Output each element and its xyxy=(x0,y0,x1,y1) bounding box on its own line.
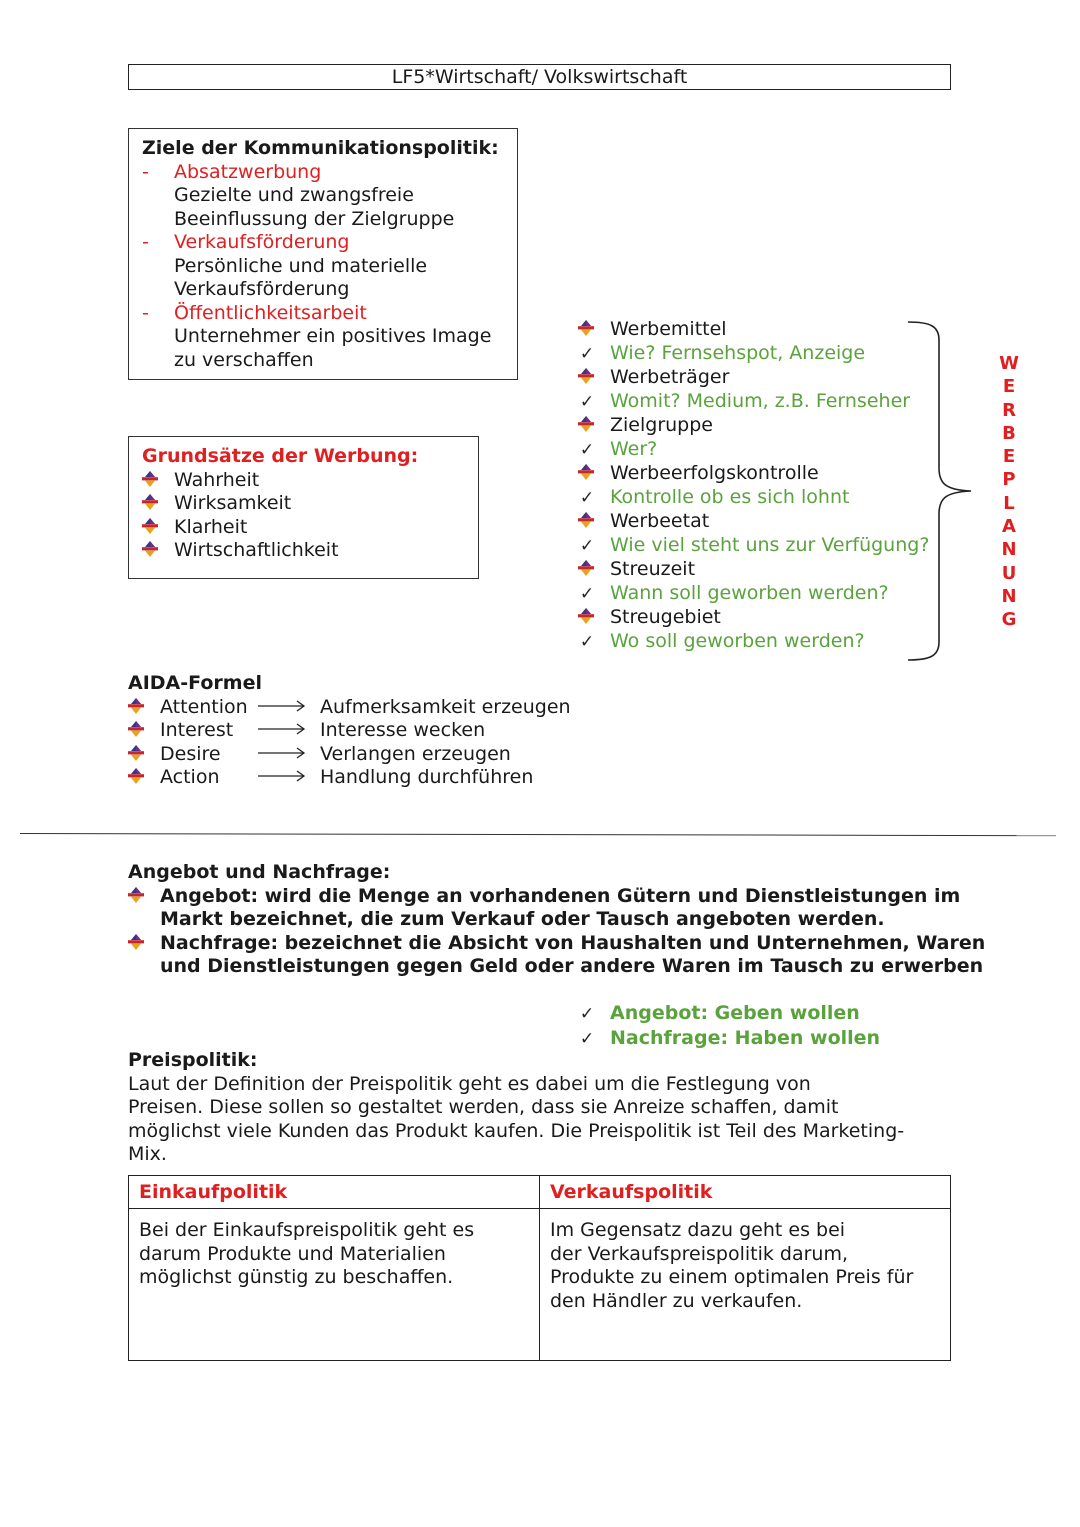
aida-meaning: Verlangen erzeugen xyxy=(320,742,511,765)
list-item xyxy=(578,390,929,415)
list-item xyxy=(578,414,929,438)
checkmark-icon: ✓ xyxy=(579,439,595,460)
dash-marker: - xyxy=(142,231,149,253)
section-divider xyxy=(20,833,1056,836)
list-item-label: Wie? Fernsehspot, Anzeige xyxy=(610,341,866,364)
list-item xyxy=(578,510,929,534)
checkmark-icon: ✓ xyxy=(579,631,595,652)
paragraph-line: möglichst viele Kunden das Produkt kaufen. Die Preispolitik ist Teil des Marketing- xyxy=(128,1119,905,1142)
bullet-icon xyxy=(128,767,144,785)
list-item xyxy=(142,469,418,493)
bullet-icon xyxy=(578,463,594,481)
list-item xyxy=(578,486,929,511)
list-item xyxy=(142,516,418,540)
list-item xyxy=(578,462,929,486)
vertical-letter: P xyxy=(1002,469,1016,491)
aida-meaning: Aufmerksamkeit erzeugen xyxy=(320,695,571,718)
curly-brace-icon xyxy=(905,318,975,663)
ziele-item-text: Beeinflussung der Zielgruppe xyxy=(174,207,455,230)
cell-line: Produkte zu einem optimalen Preis für xyxy=(550,1266,914,1288)
list-item xyxy=(578,630,929,655)
list-item xyxy=(578,1027,880,1052)
vertical-letter: R xyxy=(1002,399,1016,421)
checkmark-icon: ✓ xyxy=(579,1004,595,1024)
bullet-icon xyxy=(128,720,144,738)
long-right-arrow-icon xyxy=(256,722,306,736)
list-item-label: Werbemittel xyxy=(610,318,727,340)
aida-section xyxy=(128,672,571,790)
list-item-label: Wirtschaftlichkeit xyxy=(174,539,339,561)
table-header: Verkaufspolitik xyxy=(540,1176,951,1209)
list-item-label: Wie viel steht uns zur Verfügung? xyxy=(610,533,930,556)
list-item-label: Womit? Medium, z.B. Fernseher xyxy=(610,389,911,412)
cell-line: darum Produkte und Materialien xyxy=(139,1242,446,1265)
aida-meaning: Handlung durchführen xyxy=(320,766,534,788)
bullet-icon xyxy=(578,511,594,529)
angebot-section xyxy=(128,861,985,979)
long-right-arrow-icon xyxy=(256,699,306,713)
vertical-letter: L xyxy=(1003,492,1015,514)
ziele-item-title: Öffentlichkeitsarbeit xyxy=(174,301,367,324)
list-item xyxy=(142,492,418,516)
list-item xyxy=(578,366,929,390)
list-item-label: Angebot: Geben wollen xyxy=(610,1002,860,1024)
angebot-heading: Angebot und Nachfrage: xyxy=(128,861,391,883)
bullet-icon xyxy=(578,415,594,433)
long-right-arrow-icon xyxy=(256,769,306,783)
list-item-label: Streuzeit xyxy=(610,558,696,580)
list-item xyxy=(578,318,929,342)
table-cell xyxy=(540,1209,951,1361)
bullet-icon xyxy=(128,886,144,904)
cell-line: der Verkaufspreispolitik darum, xyxy=(550,1242,849,1265)
vertical-letter: A xyxy=(1002,516,1016,538)
ziele-item-text: Verkaufsförderung xyxy=(174,278,350,300)
ziele-box xyxy=(128,128,518,380)
table-cell xyxy=(129,1209,540,1361)
bullet-icon xyxy=(142,493,158,511)
ziele-heading: Ziele der Kommunikationspolitik: xyxy=(142,137,499,159)
ziele-item xyxy=(142,302,499,326)
werbeplanung-list xyxy=(578,318,929,654)
ziele-item-text: zu verschaffen xyxy=(174,348,314,371)
list-item-label: Streugebiet xyxy=(610,606,721,628)
bullet-icon xyxy=(142,470,158,488)
cell-line: Bei der Einkaufspreispolitik geht es xyxy=(139,1219,475,1241)
list-item-label: Nachfrage: bezeichnet die Absicht von Haushalten und Unternehmen, Waren xyxy=(160,931,986,954)
long-right-arrow-icon xyxy=(256,746,306,760)
bullet-icon xyxy=(578,319,594,337)
grundsaetze-heading: Grundsätze der Werbung: xyxy=(142,445,419,467)
ziele-item-title: Verkaufsförderung xyxy=(174,231,350,253)
ziele-item-text: Persönliche und materielle xyxy=(174,254,428,277)
aida-term: Attention xyxy=(160,695,248,718)
checkmark-icon: ✓ xyxy=(579,535,595,556)
list-item-label: Wahrheit xyxy=(174,468,260,491)
table-row xyxy=(129,1209,951,1361)
list-item xyxy=(578,558,929,582)
aida-meaning: Interesse wecken xyxy=(320,719,486,741)
list-item xyxy=(128,932,985,956)
checkmark-icon: ✓ xyxy=(579,391,595,412)
bullet-icon xyxy=(142,540,158,558)
list-item-label: und Dienstleistungen gegen Geld oder andere Waren im Tausch zu erwerben xyxy=(160,955,984,977)
list-item-label: Werbeträger xyxy=(610,366,730,388)
ziele-item-text: Unternehmer ein positives Image xyxy=(174,325,492,347)
cell-line: Im Gegensatz dazu geht es bei xyxy=(550,1219,846,1241)
dash-marker: - xyxy=(142,160,149,183)
list-item xyxy=(578,438,929,463)
list-item xyxy=(128,885,985,909)
vertical-letter: W xyxy=(999,353,1019,374)
list-item xyxy=(578,606,929,630)
aida-row xyxy=(128,719,571,743)
aida-row xyxy=(128,766,571,790)
paragraph-line: Laut der Definition der Preispolitik geht es dabei um die Festlegung von xyxy=(128,1072,811,1095)
bullet-icon xyxy=(578,367,594,385)
checkmark-icon: ✓ xyxy=(579,343,595,364)
list-item xyxy=(578,534,929,559)
ziele-item-title: Absatzwerbung xyxy=(174,160,322,183)
list-item xyxy=(578,582,929,607)
preispolitik-section xyxy=(128,1049,904,1167)
checkmark-icon: ✓ xyxy=(579,1028,595,1049)
paragraph-line: Preisen. Diese sollen so gestaltet werden, dass sie Anreize schaffen, damit xyxy=(128,1096,839,1118)
vertical-letter: B xyxy=(1002,422,1016,444)
dash-marker: - xyxy=(142,301,149,324)
bullet-icon xyxy=(128,697,144,715)
vertical-letter: E xyxy=(1002,376,1016,398)
vertical-letter: N xyxy=(1001,539,1017,561)
bullet-icon xyxy=(578,607,594,625)
bullet-icon xyxy=(128,744,144,762)
list-item xyxy=(142,539,418,563)
grundsaetze-box xyxy=(128,436,479,579)
list-item xyxy=(578,1002,880,1027)
vertical-letter: G xyxy=(1001,609,1017,631)
aida-term: Desire xyxy=(160,742,221,765)
list-item-label: Wirksamkeit xyxy=(174,492,292,514)
vertical-letter: E xyxy=(1002,446,1016,468)
ziele-item xyxy=(142,231,499,255)
ziele-item xyxy=(142,161,499,185)
cell-line: den Händler zu verkaufen. xyxy=(550,1289,803,1312)
aida-heading: AIDA-Formel xyxy=(128,672,262,694)
table-header: Einkaufpolitik xyxy=(129,1176,540,1209)
bullet-icon xyxy=(578,559,594,577)
cell-line: möglichst günstig zu beschaffen. xyxy=(139,1266,454,1288)
vertical-letter: U xyxy=(1001,562,1017,584)
werbeplanung-vertical-label xyxy=(998,352,1020,632)
aida-term: Interest xyxy=(160,719,234,741)
checkmark-icon: ✓ xyxy=(579,487,595,508)
checkmark-icon: ✓ xyxy=(579,583,595,604)
preispolitik-heading: Preispolitik: xyxy=(128,1049,258,1071)
list-item-label: Angebot: wird die Menge an vorhandenen Gütern und Dienstleistungen im xyxy=(160,884,961,907)
list-item-label: Zielgruppe xyxy=(610,414,713,436)
list-item-label: Klarheit xyxy=(174,515,248,538)
table-header-row xyxy=(129,1176,951,1209)
page-title: LF5*Wirtschaft/ Volkswirtschaft xyxy=(128,64,951,90)
bullet-icon xyxy=(142,517,158,535)
paragraph-line: Mix. xyxy=(128,1143,167,1165)
list-item-label: Markt bezeichnet, die zum Verkauf oder Tausch angeboten werden. xyxy=(160,908,885,930)
list-item-label: Wann soll geworben werden? xyxy=(610,581,889,604)
angebot-checks xyxy=(578,1002,880,1051)
vertical-letter: N xyxy=(1001,585,1017,607)
bullet-icon xyxy=(128,933,144,951)
list-item xyxy=(578,342,929,367)
list-item-label: Werbeetat xyxy=(610,510,710,532)
list-item-label: Wo soll geworben werden? xyxy=(610,629,865,652)
preispolitik-table xyxy=(128,1175,951,1361)
aida-row xyxy=(128,743,571,767)
list-item-label: Kontrolle ob es sich lohnt xyxy=(610,485,850,508)
list-item-label: Nachfrage: Haben wollen xyxy=(610,1026,881,1049)
ziele-item-text: Gezielte und zwangsfreie xyxy=(174,184,414,206)
aida-term: Action xyxy=(160,766,220,788)
aida-row xyxy=(128,696,571,720)
list-item-label: Wer? xyxy=(610,437,658,460)
list-item-label: Werbeerfolgskontrolle xyxy=(610,462,819,484)
